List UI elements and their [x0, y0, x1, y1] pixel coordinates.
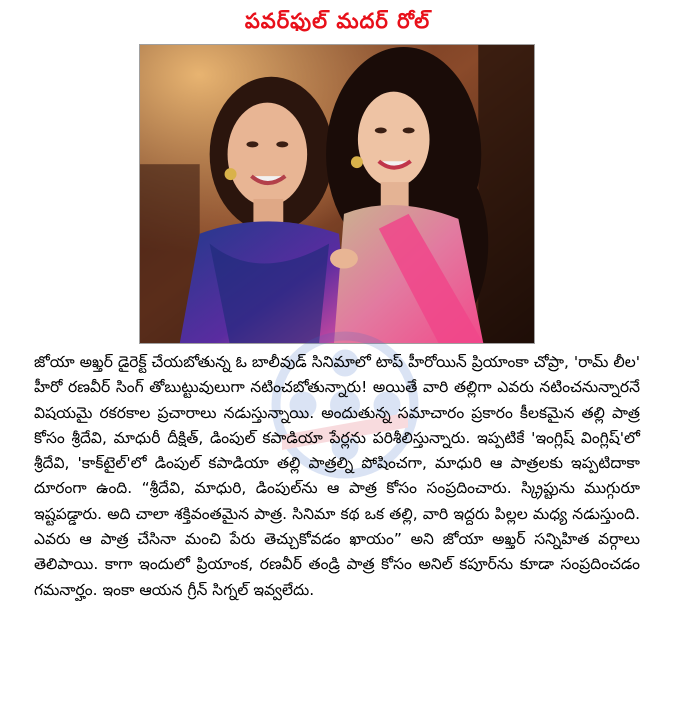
photo-two-women-smiling	[140, 45, 534, 343]
article-headline: పవర్‌ఫుల్ మదర్ రోల్	[244, 9, 431, 33]
article-body: జోయా అఖ్తర్ డైరెక్ట్ చేయబోతున్న ఓ బాలీవుడ్ సినిమాలో టాప్ హీరోయిన్ ప్రియాంకా చోప్రా, 'రామ్ లీల' హీరో రణవీర్ సింగ్ తోబుట్టువులుగా నటించబోతున్నారు! అయితే వారి తల్లిగా ఎవరు నటించనున్నారనే విషయమై రకరకాల ప్రచారాలు నడుస్తున్నాయి. అందుతున్న సమాచారం ప్రకారం కీలకమైన తల్లి పాత్ర కోసం శ్రీదేవి, మాధురీ దీక్షిత్, డింపుల్ కపాడియా పేర్లను పరిశీలిస్తున్నారు. ఇప్పటికే 'ఇంగ్లిష్ వింగ్లిష్'లో శ్రీదేవి, 'కాక్‌టైల్'లో డింపుల్ కపాడియా తల్లి పాత్రల్ని పోషించగా, మాధురి ఆ పాత్రలకు ఇప్పటిదాకా దూరంగా ఉంది. “శ్రీదేవి, మాధురి, డింపుల్‌ను ఆ పాత్ర కోసం సంప్రదించారు. స్క్రిప్టును ముగ్గురూ ఇష్టపడ్డారు. అది చాలా శక్తివంతమైన పాత్ర. సినిమా కథ ఒక తల్లి, వారి ఇద్దరు పిల్లల మధ్య నడుస్తుంది. ఎవరు ఆ పాత్ర చేసినా మంచి పేరు తెచ్చుకోవడం ఖాయం” అని జోయా అఖ్తర్ సన్నిహిత వర్గాలు తెలిపాయి. కాగా ఇందులో ప్రియాంక, రణవీర్ తండ్రి పాత్ర కోసం అనిల్ కపూర్‌ను కూడా సంప్రదించడం గమనార్హం. ఇంకా ఆయన గ్రీన్ సిగ్నల్ ఇవ్వలేదు.	[34, 353, 640, 599]
article-photo	[139, 44, 535, 344]
